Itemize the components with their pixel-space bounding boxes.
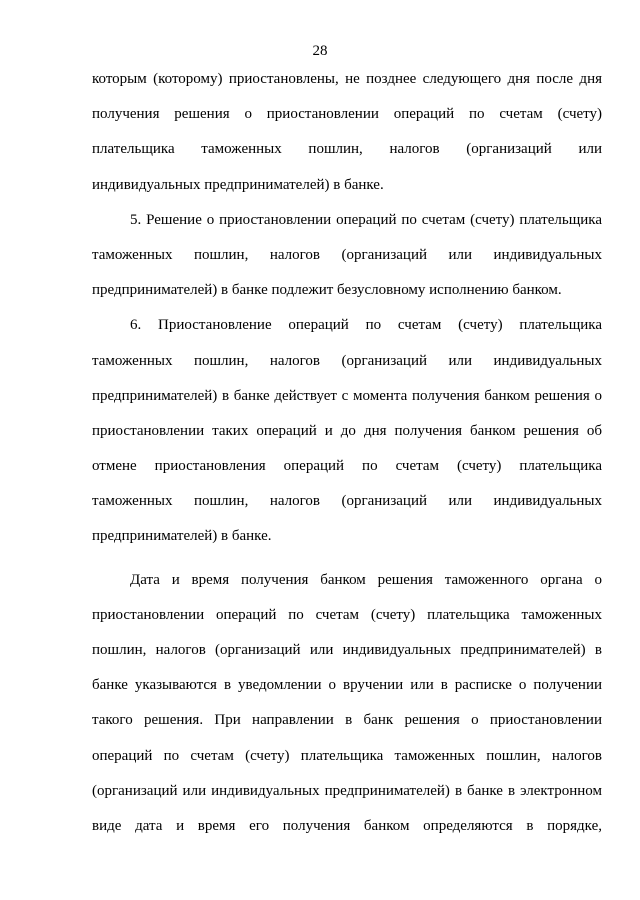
text-line: приостановлении таких операций и до дня получения банком решения об <box>92 422 602 439</box>
paragraph-gap <box>92 555 602 563</box>
text-line: предпринимателей) в банке действует с момента получения банком решения о <box>92 387 602 404</box>
paragraph-item-6 <box>92 308 602 554</box>
paragraph-date-time <box>92 563 602 845</box>
text-line: (организаций или индивидуальных предпринимателей) в банке в электронном <box>92 782 602 799</box>
paragraph-continuation <box>92 62 602 203</box>
text-line: приостановлении операций по счетам (счету) плательщика таможенных <box>92 606 602 623</box>
document-body <box>92 62 602 844</box>
text-line: 5. Решение о приостановлении операций по счетам (счету) плательщика <box>130 211 602 228</box>
text-line: Дата и время получения банком решения таможенного органа о <box>130 571 602 588</box>
text-line: таможенных пошлин, налогов (организаций или индивидуальных <box>92 493 602 510</box>
page-number: 28 <box>312 43 328 59</box>
text-line: банке указываются в уведомлении о вручении или в расписке о получении <box>92 677 602 694</box>
text-line: пошлин, налогов (организаций или индивидуальных предпринимателей) в <box>92 642 602 658</box>
text-line: 6. Приостановление операций по счетам (счету) плательщика <box>130 317 602 334</box>
text-line: операций по счетам (счету) плательщика таможенных пошлин, налогов <box>92 747 602 764</box>
text-line: виде дата и время его получения банком определяются в порядке, <box>92 817 602 834</box>
text-line: которым (которому) приостановлены, не позднее следующего дня после дня <box>92 71 602 87</box>
text-line: таможенных пошлин, налогов (организаций или индивидуальных <box>92 352 602 369</box>
paragraph-item-5 <box>92 203 602 309</box>
text-line: предпринимателей) в банке подлежит безусловному исполнению банком. <box>92 282 562 299</box>
text-line: индивидуальных предпринимателей) в банке. <box>92 176 384 193</box>
text-line: плательщика таможенных пошлин, налогов (организаций или <box>92 141 602 158</box>
text-line: предпринимателей) в банке. <box>92 528 272 545</box>
text-line: отмене приостановления операций по счетам (счету) плательщика <box>92 458 602 475</box>
text-line: такого решения. При направлении в банк решения о приостановлении <box>92 712 602 729</box>
text-line: получения решения о приостановлении операций по счетам (счету) <box>92 106 602 123</box>
text-line: таможенных пошлин, налогов (организаций или индивидуальных <box>92 246 602 263</box>
